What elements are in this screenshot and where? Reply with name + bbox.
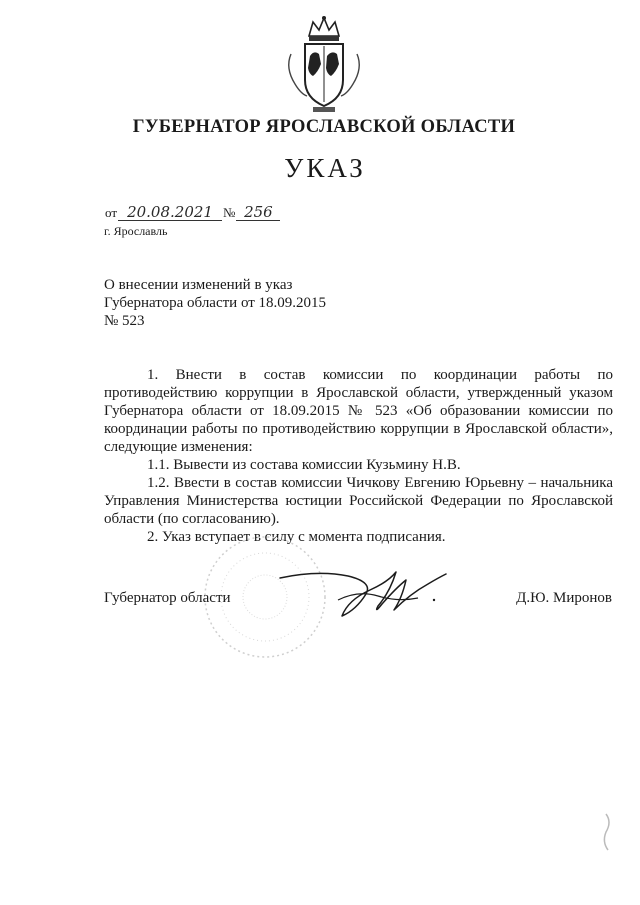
body-paragraph: 1. Внести в состав комиссии по координации работы по противодействию коррупции в Ярославской области, утвержденный указом Губернатора области от 18.09.2015 № 523 «Об образовании комиссии по координации работы по противодействию коррупции в Ярославской области», следующие изменения: bbox=[104, 367, 613, 455]
decree-body bbox=[104, 366, 613, 546]
signer-role: Губернатор области bbox=[104, 590, 231, 606]
handwritten-number: 256 bbox=[236, 204, 280, 221]
body-paragraph: 1.2. Ввести в состав комиссии Чичкову Евгению Юрьевну – начальника Управления Министерства юстиции Российской Федерации по Ярославской области (по согласованию). bbox=[104, 475, 613, 527]
coat-of-arms-emblem bbox=[283, 14, 365, 114]
body-paragraph: 2. Указ вступает в силу с момента подписания. bbox=[147, 529, 446, 545]
subject-line: О внесении изменений в указ bbox=[104, 277, 293, 293]
date-number-line bbox=[104, 204, 280, 221]
issuing-authority-heading: ГУБЕРНАТОР ЯРОСЛАВСКОЙ ОБЛАСТИ bbox=[132, 117, 516, 137]
city-of-issue: г. Ярославль bbox=[104, 224, 168, 238]
subject-block bbox=[104, 276, 364, 330]
handwritten-date: 20.08.2021 bbox=[118, 204, 222, 221]
subject-line: № 523 bbox=[104, 313, 145, 329]
subject-line: Губернатора области от 18.09.2015 bbox=[104, 295, 327, 311]
date-prefix: от bbox=[105, 205, 118, 220]
body-paragraph: 1.1. Вывести из состава комиссии Кузьмину Н.В. bbox=[147, 457, 461, 473]
number-prefix: № bbox=[223, 205, 236, 220]
signer-name: Д.Ю. Миронов bbox=[516, 590, 612, 606]
handwritten-signature bbox=[278, 560, 448, 630]
document-type-title: УКАЗ bbox=[284, 153, 366, 183]
margin-mark bbox=[598, 812, 618, 852]
